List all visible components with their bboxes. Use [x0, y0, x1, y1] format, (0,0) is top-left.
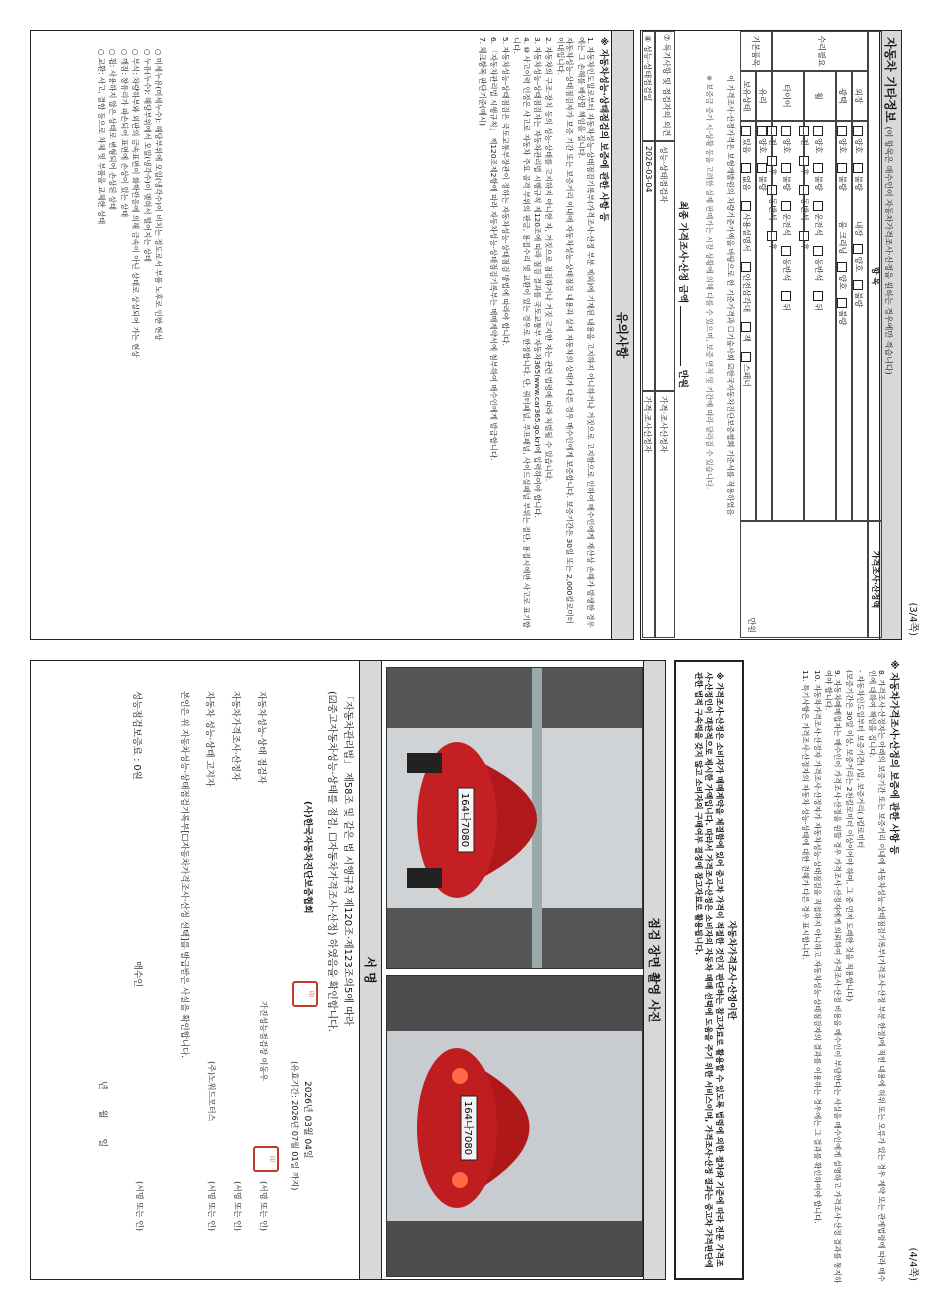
price-note-item: 11. 특기사항은 가격조사·산정자의 자동차 성능·상태에 대한 견해가 다른 경우 표시합니다.	[801, 670, 811, 960]
option-checkbox[interactable]	[782, 201, 791, 236]
option-label: 동반석	[800, 197, 809, 221]
row-label: 광택	[836, 71, 852, 121]
plate-rear: 164나7080	[462, 1100, 473, 1156]
option-label: 잭	[742, 334, 751, 342]
option-checkbox[interactable]	[742, 262, 751, 313]
stamp-text: (주)노워드모터스	[207, 1061, 216, 1122]
notice-item: 2. 자동차의 구조·장치 등의 성능·상태를 고지하지 아니한 자, 거짓으로 점검하거나 거짓 고지한 자는 관련 법령에 따라 처벌될 수 있습니다.	[544, 37, 554, 482]
row-options	[740, 121, 756, 521]
option-label: 동반석	[782, 258, 791, 282]
option-label: 전	[800, 138, 809, 146]
option-label: 있음	[742, 138, 751, 154]
option-label: 불량	[838, 309, 847, 326]
option-label: 양호	[758, 138, 767, 154]
option-checkbox[interactable]	[838, 298, 847, 325]
notice-receiver: 자동차 성능·상태 고지자	[204, 691, 214, 787]
option-checkbox[interactable]	[854, 126, 863, 153]
notice-list	[476, 37, 595, 633]
sign-or-seal-3: (서명 또는 인)	[207, 1181, 216, 1231]
option-label: 안전삼각대	[742, 273, 751, 313]
option-label: 뒤	[782, 303, 791, 312]
photo-title: 점검 장면 촬영 사진	[643, 661, 665, 1279]
option-label: 후	[768, 242, 777, 251]
option-label: 운전석	[814, 212, 823, 237]
row-label: 타이어	[772, 71, 804, 121]
date-label: ⑧ 성능·상태점검일	[642, 31, 655, 141]
assoc-seal: 印	[292, 981, 318, 1007]
option-checkbox[interactable]	[742, 126, 751, 153]
price-title: ※ 자동차가격조사·산정의 보증에 관한 사항 등	[888, 660, 899, 855]
boxed-title: 자동차가격조사·산정이란	[726, 920, 736, 1020]
notice-title: ※ 자동차성능·상태점검의 보증에 관한 사항 등	[598, 37, 608, 222]
notice-item: 1. 자동차인도일로부터 자동차성능·상태점검기록부(가격조사·산정 부분 제외)에 기재된 내용을 고지하지 아니하거나 거짓으로 고지함으로 인하여 매수인에게 재산상 손해가 발생한 경우에는 그 손해를 배상할 책임을 집니다.	[576, 37, 595, 628]
row-label: 휠	[804, 71, 836, 121]
price-note-item: 9. 자동차매매업자는 매수인이 가격조사·산정을 원할 경우 가격조사·산정자에게 의뢰하여 가격조사·산정 비용을 매수인이 부담한다는 사실을 매수인에게 설명하고 가격조사·산정 결과를 통지하여야 합니다.	[823, 670, 843, 1284]
page-3	[30, 30, 918, 640]
buyer-label: 매수인	[132, 961, 142, 988]
price-definition-box	[674, 660, 744, 1280]
option-checkbox[interactable]	[742, 322, 751, 342]
car-photo-rear	[387, 976, 642, 1276]
option-checkbox[interactable]	[814, 291, 823, 311]
inspector-sign: 자동차성능·상태 점검자	[256, 691, 266, 784]
summary-note: ※ 보증금 증가 시·상황 등을 고려한 실제 판매가는 시장 상황에 의해 다를 수 있으며, 보증 면적 및 기간에 따라 달라질 수 있습니다.	[705, 75, 714, 490]
option-checkbox[interactable]	[742, 352, 751, 387]
plate-front: 164나7080	[459, 792, 470, 848]
row-options	[836, 121, 852, 521]
page-number: (4/4쪽)	[907, 1247, 918, 1281]
option-label: 뒤	[814, 303, 823, 312]
fee-line: 성능점검보증료 : 0원	[131, 691, 142, 780]
page-4	[30, 660, 918, 1285]
price-note-item: - 자동차인도일부터 보증기간( )일, 보증거리( )킬로미터	[856, 670, 866, 849]
final-price-label: 최종 가격조사·산정 금액 만원	[677, 201, 688, 388]
option-checkbox[interactable]	[854, 163, 863, 190]
opinion-label: ⑦ 특기사항 및 점검자의 의견	[655, 31, 675, 141]
chief-label: 가진성능점검장 이동우	[259, 1001, 268, 1081]
other-info-table	[640, 30, 902, 640]
sign-or-seal-4: (서명 또는 인)	[135, 1181, 144, 1231]
row-label: 외장	[852, 71, 868, 121]
page-number: (3/4쪽)	[907, 602, 918, 636]
option-checkbox[interactable]	[814, 126, 823, 153]
pricer-date-label: 가격·조사산정자	[642, 391, 655, 638]
option-checkbox[interactable]	[838, 262, 847, 289]
option-label: 후	[800, 167, 809, 176]
receipt-date: 년 월 일	[97, 1081, 107, 1148]
sign-statement-2: (☑중고자동차성능·상태를 점검, ☐자동차가격조사·산정) 하였음을 확인합니다.	[326, 691, 337, 1032]
photo-sign-box	[30, 660, 666, 1280]
notice-item: 자동차성능·상태점검자가 보증 기간 또는 보증거리 이내에 자동차성능·상태점검 내용과 실제 자동차의 상태가 다른 경우 매수인에게 보증합니다. 보증기간은 30일 또는 2,000킬로미터 이내입니다.	[555, 37, 575, 624]
row-options	[852, 121, 868, 521]
row-label: 보유상태	[740, 71, 756, 121]
boxed-text: ※ 가격조사·산정은 소비자가 매매계약을 체결함에 있어 중고차 가격이 적절한 것인지 판단하는 참고자료로 활용할 수 있도록 법령에 의한 절차와 기준에 따라 전문 가격조사·산정인이 객관적으로 제시한 가액입니다. 따라서 가격조사·산정은 소비자의 자동차 매매 선택에 도움을 주기 위한 서비스이며, 가격조사·산정 결과는 중고차 가격판단에 관한 법적 구속력을 갖지 않고 소비자의 구매여부 결정에 참고자료로 활용됩니다.	[694, 672, 724, 1268]
option-checkbox[interactable]	[782, 126, 791, 153]
option-label: 양호	[854, 138, 863, 154]
receipt-line: 본인은 위 자동차성능·상태점검기록부[☐자동차가격조사·산정 선택]를 발급받은 사실을 확인합니다.	[179, 691, 189, 1059]
car-photo-front	[387, 668, 642, 968]
inspection-photo-rear	[386, 975, 643, 1277]
option-checkbox[interactable]	[814, 201, 823, 236]
notice-item: 6. 「자동차관리법 시행규칙」 제120조제2항에 따라 자동차성능·상태점검기록부는 매매계약서에 첨부하여 매수인에게 발급합니다.	[489, 37, 499, 461]
option-checkbox[interactable]	[838, 163, 847, 190]
price-note-item: 10. 자동차가격조사·산정자 가격조사·산정자가 자동차성능·상태점검을 직접하지 아니하고 자동차성능·상태점검자의 결과를 이용하는 경우에는 그 결과를 확인하여야 합니다.	[812, 670, 822, 1224]
validity: (유효기간: 2026년 07월 01일 까지)	[290, 1061, 299, 1191]
section-title: 자동차 기타정보 (이 항목은 매수인이 자동차가격조사·산정을 원하는 경우에만 적습니다)	[879, 31, 901, 639]
option-checkbox[interactable]	[758, 126, 767, 153]
option-label: 양호	[838, 138, 847, 154]
option-label: 양호	[854, 256, 863, 272]
option-label: 없음	[742, 175, 751, 191]
option-label: 불량	[838, 175, 847, 191]
option-label: 불량	[854, 291, 863, 308]
notice-header: 유의사항	[611, 31, 633, 639]
notice-item: 3. 자동차성능·상태점검자는 자동차관리법 시행규칙 제120조에 따라 점검 결과를 국토교통부 자동차365(www.car365.go.kr)에 입력하여야 합니다.	[532, 37, 542, 518]
option-label: 동반석	[814, 258, 823, 282]
option-label: 불량	[814, 175, 823, 191]
col-head-item: 항 목	[868, 31, 882, 521]
date-line: 2026년 03월 04일	[302, 1081, 312, 1159]
sign-header: 서 명	[359, 661, 382, 1279]
row-options	[768, 121, 804, 521]
option-label: 사용설명서	[742, 212, 751, 252]
sign-or-seal-2: (서명 또는 인)	[233, 1181, 242, 1231]
inspection-photo-front	[386, 667, 643, 969]
option-checkbox[interactable]	[782, 246, 791, 281]
price-note-item: 8. 가격조사·산정자는 아래의 보증기간 또는 보증거리 이내에 자동차성능·상태점검기록부(가격조사·산정 부분 한정)에 적힌 내용에 허위 또는 오류가 있는 경우 계약 또는 관계법령에 따라 매수인에 대하여 책임을 집니다.	[867, 670, 886, 1282]
pricer-sign: 자동차가격조사·산정자	[230, 691, 240, 781]
option-label: 운전석	[782, 212, 791, 237]
inspector-label: 성능·상태점검자	[655, 141, 675, 391]
criteria-item: ○ 누유(누수): 해당부위에서 오일(냉각수)이 맺혀서 떨어지는 상태	[142, 49, 152, 263]
option-label: 후	[800, 242, 809, 251]
inspection-date: 2026-03-04	[642, 141, 655, 391]
option-label: 후	[768, 167, 777, 176]
group-repair: 수리필요	[772, 31, 868, 71]
price-notes	[799, 670, 886, 1285]
notice-box	[30, 30, 634, 640]
option-checkbox[interactable]	[758, 163, 767, 190]
row-label: 유리	[756, 71, 772, 121]
option-checkbox[interactable]	[782, 291, 791, 311]
summary-line: 이 가격조사·산정가격은 보험개발원의 차량기준가액을 바탕으로 한 기준가격과 ☐기술사회 ☑한국자동차진단보증협회 기준서를 적용하였음	[726, 75, 735, 516]
option-label: 불량	[758, 175, 767, 191]
sign-statement-1: 「자동차관리법」 제58조 및 같은 법 시행규칙 제120조·제123조의5에 따라	[342, 691, 353, 1026]
option-label: 불량	[782, 175, 791, 191]
option-label: 양호	[782, 138, 791, 154]
price-unit: 만원	[740, 521, 868, 638]
criteria-item: ○ 휨: 사용하지 않은 상태로 변형되어 손상된 상태	[108, 49, 118, 211]
option-checkbox[interactable]	[782, 163, 791, 190]
row-options	[756, 121, 772, 521]
notice-item: 7. 체크항목 판단기준(예시)	[477, 37, 487, 126]
notice-item: 4. ⑩ 사고이력 인정은 사고로 자동차 주요 골격 부위의 판금, 용접수리 및 교환이 있는 경우로 한정합니다. 단, 쿼터패널, 루프패널, 사이드실패널 부위는 절단, 용접시에만 사고로 표기합니다.	[512, 37, 531, 629]
row-label-2: 내장	[854, 220, 863, 237]
option-checkbox[interactable]	[742, 201, 751, 252]
sign-or-seal-1: (서명 또는 인)	[259, 1181, 268, 1231]
option-checkbox[interactable]	[814, 163, 823, 190]
criteria-item: ○ 깨짐: 창유리가 파손되어 표면에 손상이 있는 상태	[119, 49, 129, 218]
option-checkbox[interactable]	[814, 246, 823, 281]
option-label: 양호	[838, 274, 847, 290]
option-label: 불량	[854, 175, 863, 191]
option-label: 스패너	[742, 363, 751, 388]
criteria-item: ○ 미세누유(미세누수): 해당부위에 오일(냉각수)이 비치는 정도로서 부품 노후로 인한 현상	[154, 49, 163, 341]
assoc-name: (사)한국자동차진단보증협회	[302, 801, 312, 914]
option-label: 양호	[814, 138, 823, 154]
criteria-list	[95, 49, 163, 633]
option-checkbox[interactable]	[854, 244, 863, 271]
group-basic: 기본품목	[740, 31, 772, 71]
price-note-item: (보증기간은 30일 이상, 보증거리는 2천킬로미터 이상이어야 하며, 그 중 먼저 도래한 것을 적용합니다)	[844, 670, 854, 1002]
option-label: 전	[768, 138, 777, 146]
col-head-price: 가격조사·산정액	[868, 521, 882, 638]
option-checkbox[interactable]	[854, 280, 863, 307]
option-checkbox[interactable]	[838, 126, 847, 153]
option-label: 동반석	[768, 197, 777, 221]
notice-item: 5. 자동차성능·상태점검은 국토교통부장관이 정하는 자동차성능·상태점검 방법에 따라야 합니다.	[500, 37, 510, 346]
row-label-2: 룸 크리닝	[838, 220, 847, 255]
section-note: (이 항목은 매수인이 자동차가격조사·산정을 원하는 경우에만 적습니다)	[884, 126, 893, 375]
row-options	[800, 121, 836, 521]
inspector-seal: 印	[253, 1146, 279, 1172]
option-checkbox[interactable]	[742, 163, 751, 190]
pricer-label: 가격·조사산정자	[655, 391, 675, 638]
criteria-item: ○ 교환: 사고, 결함 등으로 차체 및 부품을 교체한 상태	[96, 49, 106, 225]
criteria-item: ○ 부식: 차량하부와 외판의 금속표면이 화학반응에 의해 금속이 아닌 상태로 상실되어 가는 현상	[131, 49, 141, 358]
